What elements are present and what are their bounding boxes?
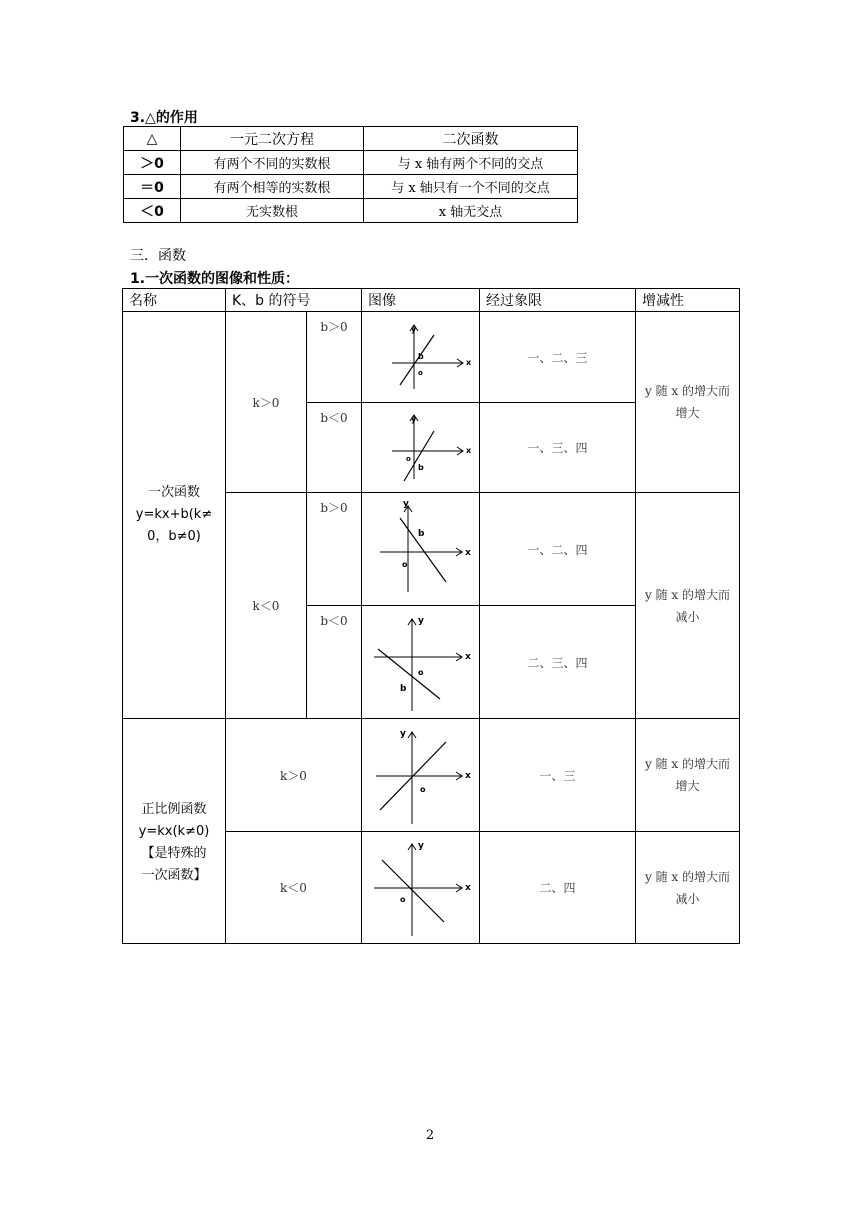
function-line	[400, 518, 446, 582]
function-line	[382, 860, 444, 922]
line-graph-k-pos-b-pos	[366, 313, 476, 399]
table-row	[124, 175, 578, 199]
delta-sign: ＜0	[124, 199, 181, 223]
monotonicity-line: 增大	[675, 406, 700, 420]
monotonicity-cell	[636, 719, 740, 832]
graph-cell	[362, 403, 480, 493]
monotonicity-cell	[636, 832, 740, 944]
header-name: 名称	[123, 289, 226, 312]
b-label: b	[417, 528, 424, 539]
monotonicity-cell	[636, 312, 740, 493]
x-label: x	[464, 547, 471, 558]
proportional-function-name	[123, 719, 226, 944]
y-label: y	[399, 728, 406, 739]
table-row	[123, 719, 740, 832]
line-graph-k-neg-b-neg	[366, 607, 476, 715]
header-equation: 一元二次方程	[181, 127, 364, 151]
k-sign-cell: k＜0	[226, 493, 307, 719]
header-graph: 图像	[362, 289, 480, 312]
equation-cell: 无实数根	[181, 199, 364, 223]
monotonicity-line: y 随 x 的增大而	[645, 869, 730, 884]
table-row	[124, 151, 578, 175]
function-cell: 与 x 轴有两个不同的交点	[364, 151, 578, 175]
linear-function-table	[122, 288, 740, 944]
delta-sign: ＝0	[124, 175, 181, 199]
monotonicity-line: y 随 x 的增大而	[645, 384, 730, 398]
name-line: 一次函数	[147, 485, 200, 500]
name-line: 0，b≠0)	[147, 529, 201, 544]
table-header-row	[123, 289, 740, 312]
table-row	[124, 199, 578, 223]
header-sign: K、b 的符号	[226, 289, 362, 312]
monotonicity-line: y 随 x 的增大而	[645, 757, 730, 771]
line-graph-k-pos-b-neg	[366, 403, 476, 489]
b-sign-cell: b＞0	[307, 493, 362, 606]
b-sign-cell: b＜0	[307, 403, 362, 493]
part-subtitle: 1.一次函数的图像和性质：	[130, 271, 300, 287]
x-label: x	[464, 651, 471, 662]
header-function: 二次函数	[364, 127, 578, 151]
monotonicity-cell	[636, 493, 740, 719]
x-label: x	[464, 770, 471, 781]
origin-label: o	[419, 784, 425, 794]
origin-label: o	[399, 895, 405, 904]
origin-label: o	[417, 368, 423, 377]
y-label: y	[417, 841, 424, 851]
b-label: b	[417, 463, 424, 472]
b-sign-cell: b＜0	[307, 606, 362, 719]
line-graph-proportional-k-pos	[366, 720, 476, 828]
name-line: y=kx(k≠0)	[138, 824, 210, 839]
monotonicity-line: 增大	[675, 779, 700, 793]
function-cell: 与 x 轴只有一个不同的交点	[364, 175, 578, 199]
quadrants-cell: 二、四	[480, 832, 636, 944]
origin-label: o	[405, 455, 411, 463]
delta-sign: ＞0	[124, 151, 181, 175]
monotonicity-line: y 随 x 的增大而	[645, 587, 730, 602]
y-label: y	[410, 415, 416, 424]
line-graph-proportional-k-neg	[366, 832, 476, 940]
function-cell: x 轴无交点	[364, 199, 578, 223]
y-label: y	[410, 324, 416, 334]
monotonicity-line: 减小	[675, 609, 700, 624]
quadrants-cell: 一、二、四	[480, 493, 636, 606]
quadrants-cell: 二、三、四	[480, 606, 636, 719]
origin-label: o	[417, 667, 423, 677]
b-label: b	[399, 683, 406, 694]
part-title: 三．函数	[130, 248, 186, 264]
linear-function-name	[123, 312, 226, 719]
delta-table	[123, 126, 578, 223]
equation-cell: 有两个不同的实数根	[181, 151, 364, 175]
table-row	[123, 312, 740, 403]
header-quadrants: 经过象限	[480, 289, 636, 312]
k-sign-cell: k＞0	[226, 312, 307, 493]
name-line: 一次函数】	[141, 868, 207, 883]
graph-cell	[362, 493, 480, 606]
equation-cell: 有两个相等的实数根	[181, 175, 364, 199]
quadrants-cell: 一、三	[480, 719, 636, 832]
b-sign-cell: b＞0	[307, 312, 362, 403]
line-graph-k-neg-b-pos	[366, 494, 476, 602]
quadrants-cell: 一、三、四	[480, 403, 636, 493]
graph-cell	[362, 312, 480, 403]
b-label: b	[417, 351, 424, 361]
monotonicity-line: 减小	[675, 891, 700, 906]
k-sign-cell: k＞0	[226, 719, 362, 832]
k-sign-cell: k＜0	[226, 832, 362, 944]
header-monotonicity: 增减性	[636, 289, 740, 312]
graph-cell	[362, 606, 480, 719]
page-number: 2	[425, 1128, 435, 1143]
name-line: 正比例函数	[141, 802, 207, 817]
section-title: 3.△的作用	[130, 110, 198, 126]
quadrants-cell: 一、二、三	[480, 312, 636, 403]
x-label: x	[465, 357, 471, 367]
graph-cell	[362, 719, 480, 832]
x-label: x	[464, 883, 471, 893]
x-label: x	[465, 446, 471, 455]
name-line: y=kx+b(k≠	[135, 507, 213, 522]
y-label: y	[402, 498, 409, 509]
graph-cell	[362, 832, 480, 944]
origin-label: o	[401, 559, 407, 569]
header-delta: △	[124, 127, 181, 151]
y-label: y	[417, 615, 424, 626]
name-line: 【是特殊的	[141, 846, 207, 861]
function-line	[400, 335, 434, 385]
table-header-row	[124, 127, 578, 151]
